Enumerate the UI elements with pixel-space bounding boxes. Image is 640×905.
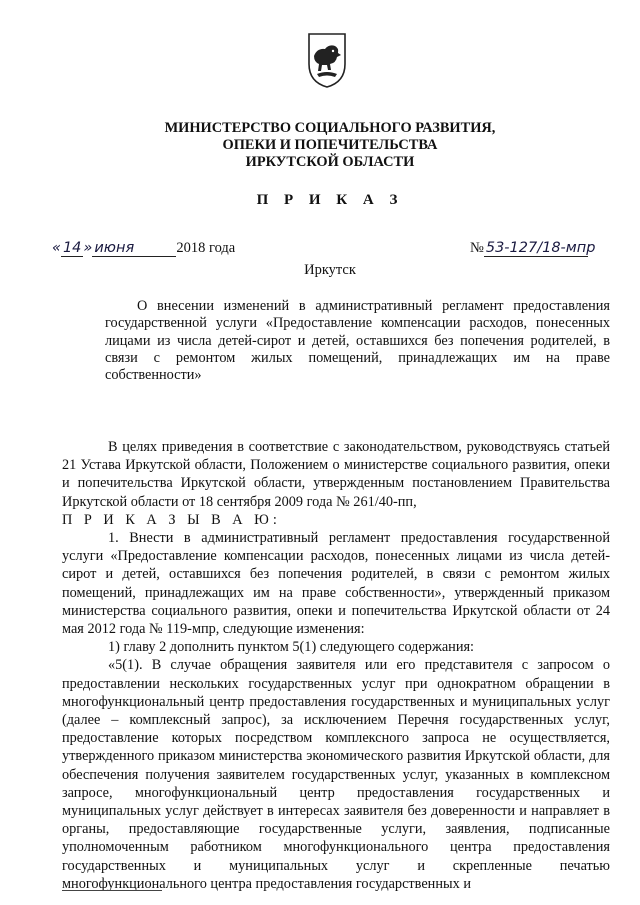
document-subject [105, 298, 610, 384]
document-city: Иркутск [304, 262, 356, 278]
ministry-line: ОПЕКИ И ПОПЕЧИТЕЛЬСТВА [222, 137, 438, 153]
coat-of-arms-icon [305, 30, 349, 90]
date-day: 14 [62, 240, 82, 256]
document-kind-title: П Р И К А З [256, 192, 404, 208]
date-close-quote: » [83, 240, 93, 256]
date-year: 2018 года [176, 240, 236, 256]
footer-divider [62, 890, 162, 891]
document-number [470, 240, 596, 257]
subject-text: О внесении изменений в административный регламент предоставления государственной услуги «Предоставление компенсации расходов, понесенных лицами из числа детей-сирот и детей, оставшихся без попечения родителей, в связи с ремонтом жилых помещений, принадлежащих им на праве собственности» [105, 298, 610, 384]
ministry-line: ИРКУТСКОЙ ОБЛАСТИ [245, 154, 415, 170]
document-date [52, 240, 235, 257]
date-open-quote: « [52, 240, 61, 256]
number-value: 53-127/18-мпр [485, 240, 596, 256]
ministry-line: МИНИСТЕРСТВО СОЦИАЛЬНОГО РАЗВИТИЯ, [164, 120, 496, 136]
ministry-name [140, 120, 520, 171]
document-body [62, 438, 610, 893]
number-sign: № [470, 240, 484, 256]
item-1-paragraph: 1. Внести в административный регламент предоставления государственной услуги «Предоставление компенсации расходов, понесенных лицами из числа детей-сирот и детей, оставшихся без попечения родителей, в связи с ремонтом жилых помещений, принадлежащих им на праве собственности», утвержденный приказом министерства социального развития, опеки и попечительства Иркутской области от 24 мая 2012 года № 119-мпр, следующие изменения: [62, 530, 610, 638]
date-month: июня [92, 240, 176, 257]
item-1-quote-paragraph: «5(1). В случае обращения заявителя или его представителя с запросом о предоставлении нескольких государственных услуг при однократном обращении в многофункциональный центр предоставления государственных и муниципальных услуг (далее – комплексный запрос), за исключением Перечня государственных услуг, предоставление которых посредством комплексного запроса не осуществляется, утвержденного приказом министерства экономического развития Иркутской области, для обеспечения получения заявителем государственных услуг, указанных в комплексном запросе, многофункциональный центр предоставления государственных и муниципальных услуг действует в интересах заявителя без доверенности и направляет в органы, предоставляющие государственные услуги, заявления, подписанные уполномоченным работником многофункционального центра предоставления государственных и муниципальных услуг и скрепленные печатью многофункционального центра предоставления государственных и [62, 657, 610, 892]
item-1-1-paragraph: 1) главу 2 дополнить пунктом 5(1) следующего содержания: [108, 639, 475, 656]
preamble-paragraph: В целях приведения в соответствие с законодательством, руководствуясь статьей 21 Устава Иркутской области, Положением о министерстве социального развития, опеки и попечительства Иркутской области, утвержденным постановлением Правительства Иркутской области от 18 сентября 2009 года № 261/40-пп, [62, 439, 610, 510]
order-word: П Р И К А З Ы В А Ю: [62, 511, 281, 528]
